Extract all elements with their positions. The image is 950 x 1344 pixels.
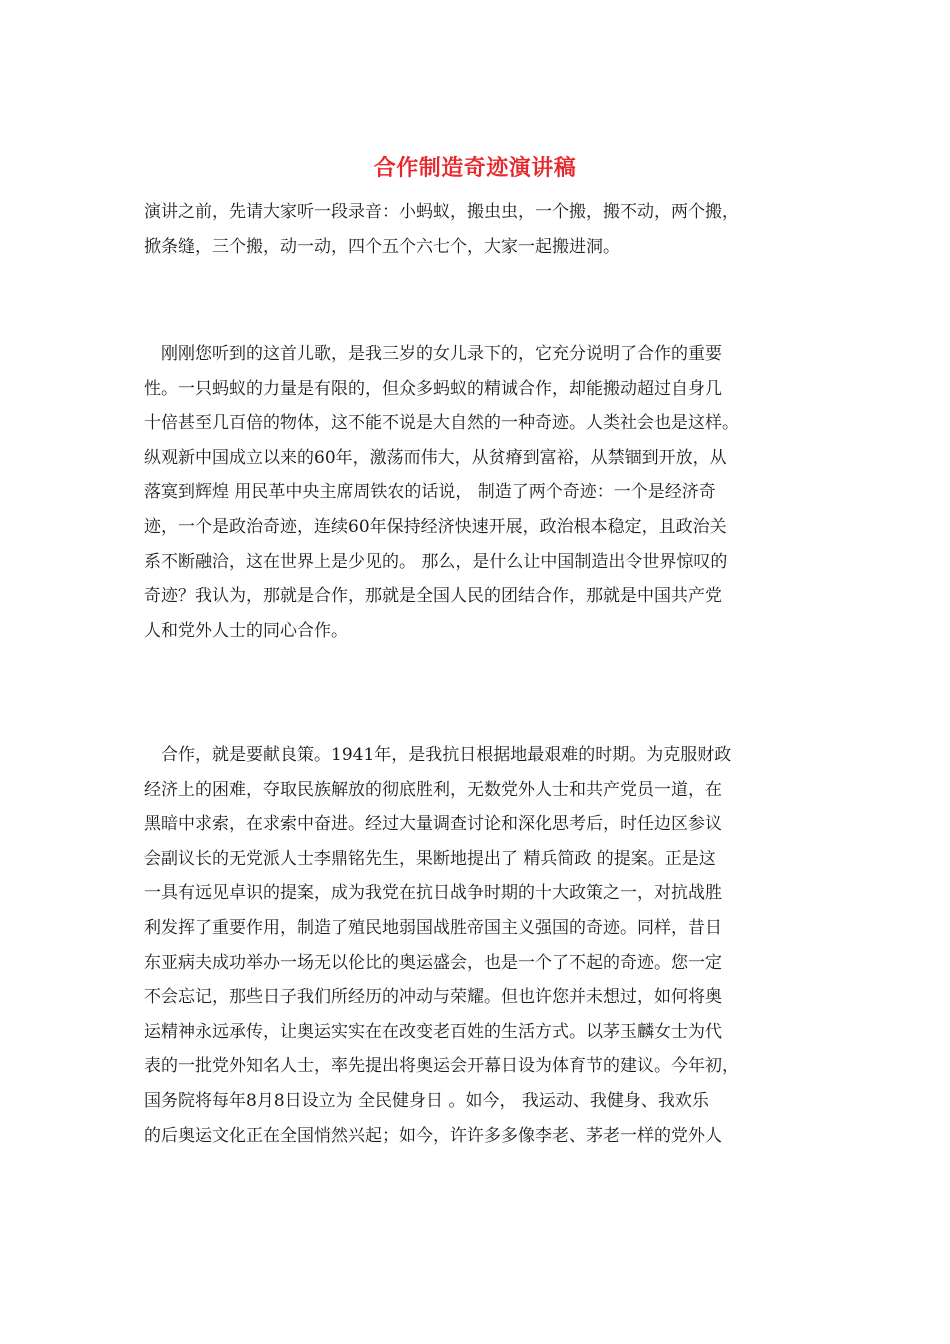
paragraph-intro: [144, 195, 814, 264]
text-line: 运精神永远承传，让奥运实实在在改变老百姓的生活方式。以茅玉麟女士为代: [144, 1021, 722, 1042]
text-line: 黑暗中求索，在求索中奋进。经过大量调查讨论和深化思考后，时任边区参议: [144, 814, 722, 835]
text-line: 一具有远见卓识的提案，成为我党在抗日战争时期的十大政策之一，对抗战胜: [144, 883, 722, 904]
text-line: 人和党外人士的同心合作。: [144, 620, 348, 641]
text-line: 刚刚您听到的这首儿歌，是我三岁的女儿录下的，它充分说明了合作的重要: [144, 344, 722, 364]
text-line: 会副议长的无党派人士李鼎铭先生，果断地提出了 精兵简政 的提案。正是这: [144, 848, 716, 869]
text-line: 不会忘记，那些日子我们所经历的冲动与荣耀。但也许您并未想过，如何将奥: [144, 987, 722, 1008]
text-line: 十倍甚至几百倍的物体，这不能不说是大自然的一种奇迹。人类社会也是这样。: [144, 413, 739, 434]
text-line: 奇迹？我认为，那就是合作，那就是全国人民的团结合作，那就是中国共产党: [144, 586, 722, 607]
text-line: 的后奥运文化正在全国悄然兴起；如今，许许多多像李老、茅老一样的党外人: [144, 1125, 722, 1146]
text-line: 迹，一个是政治奇迹，连续60年保持经济快速开展，政治根本稳定，且政治关: [144, 516, 727, 537]
text-line: 利发挥了重要作用，制造了殖民地弱国战胜帝国主义强国的奇迹。同样，昔日: [144, 917, 722, 938]
text-line: 纵观新中国成立以来的60年，激荡而伟大，从贫瘠到富裕，从禁锢到开放，从: [144, 447, 727, 468]
text-line: 掀条缝，三个搬，动一动，四个五个六七个，大家一起搬进洞。: [144, 236, 620, 257]
text-line: 东亚病夫成功举办一场无以伦比的奥运盛会，也是一个了不起的奇迹。您一定: [144, 952, 722, 973]
paragraph-miracle: [144, 337, 814, 648]
text-line: 性。一只蚂蚁的力量是有限的，但众多蚂蚁的精诚合作，却能搬动超过自身几: [144, 378, 722, 399]
text-line: 系不断融洽，这在世界上是少见的。 那么，是什么让中国制造出令世界惊叹的: [144, 551, 728, 572]
text-line: 表的一批党外知名人士，率先提出将奥运会开幕日设为体育节的建议。今年初，: [144, 1056, 739, 1077]
text-line: 合作，就是要献良策。1941年，是我抗日根据地最艰难的时期。为克服财政: [144, 745, 732, 765]
text-line: 演讲之前，先请大家听一段录音：小蚂蚁，搬虫虫，一个搬，搬不动，两个搬，: [144, 202, 739, 222]
text-line: 经济上的困难，夺取民族解放的彻底胜利，无数党外人士和共产党员一道，在: [144, 779, 722, 800]
paragraph-cooperation: [144, 738, 814, 1153]
text-line: 国务院将每年8月8日设立为 全民健身日 。如今， 我运动、我健身、我欢乐: [144, 1090, 709, 1111]
text-line: 落寞到辉煌 用民革中央主席周铁农的话说， 制造了两个奇迹：一个是经济奇: [144, 482, 716, 503]
document-title: 合作制造奇迹演讲稿: [373, 155, 577, 181]
